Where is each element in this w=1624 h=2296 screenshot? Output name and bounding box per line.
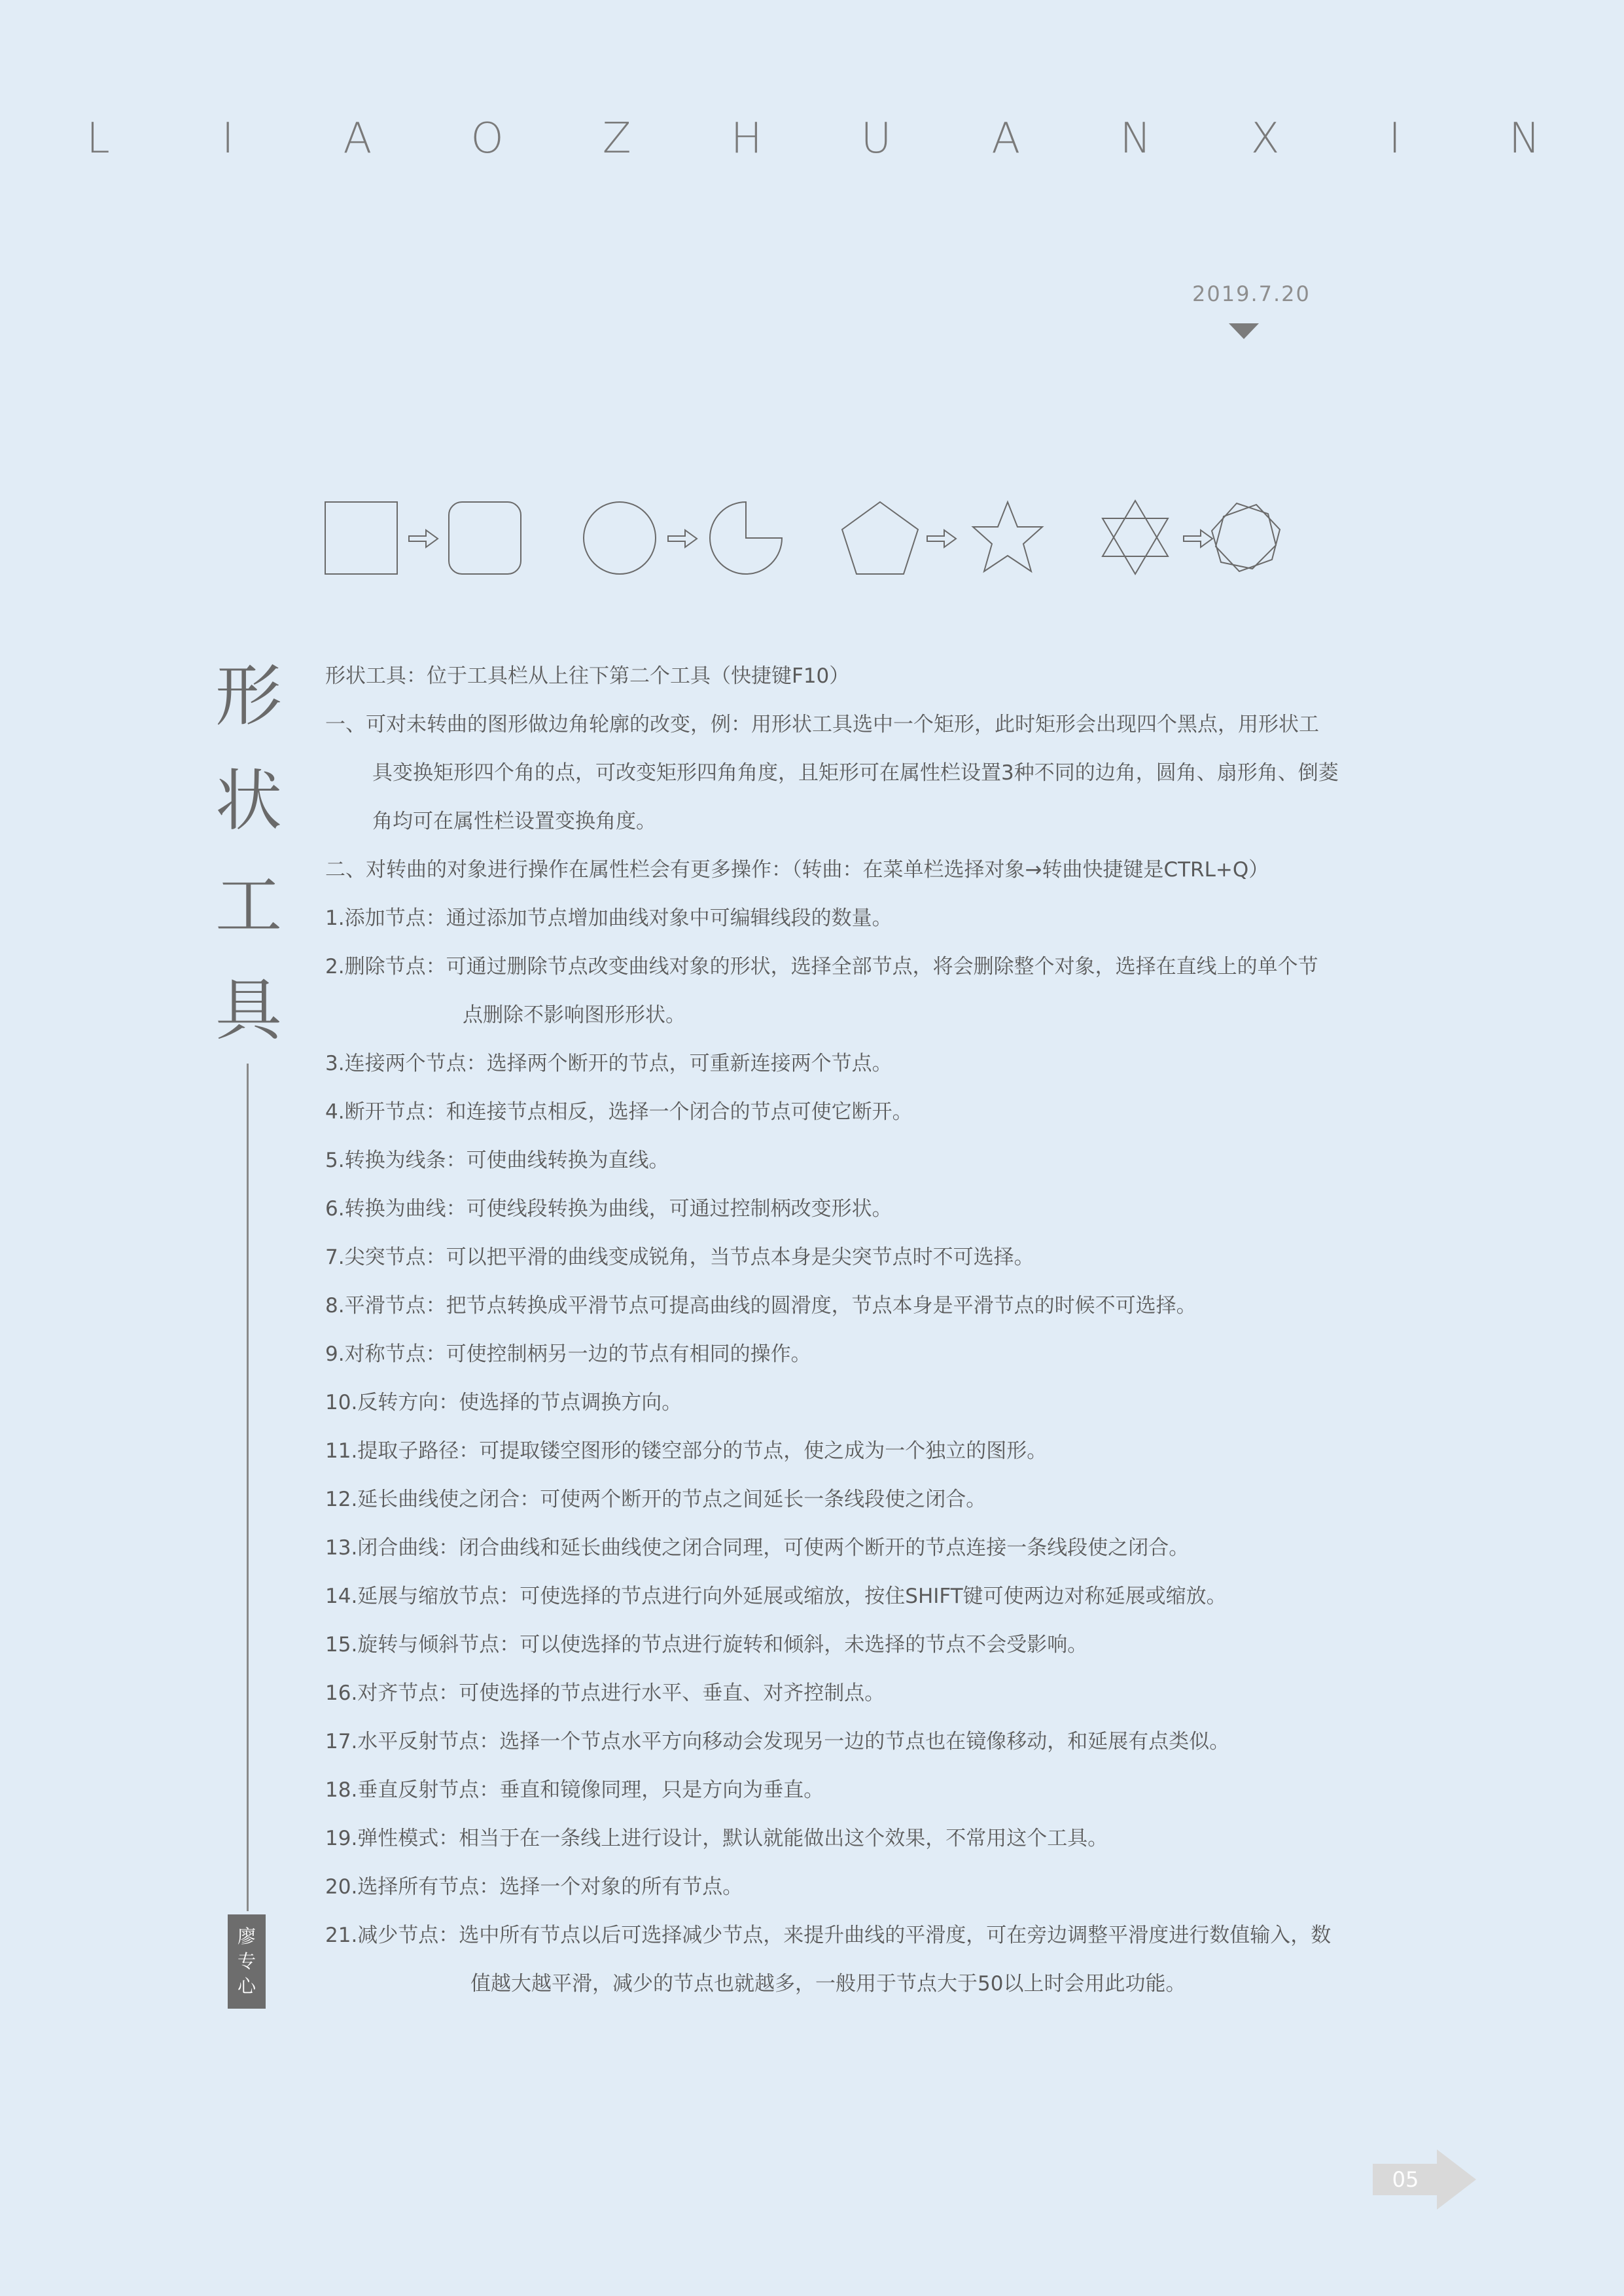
list-item: 6.转换为曲线：可使线段转换为曲线，可通过控制柄改变形状。 bbox=[325, 1197, 892, 1221]
hexagon-icon bbox=[1212, 503, 1276, 569]
header-letter: I bbox=[1388, 115, 1402, 163]
header-letter: I bbox=[221, 115, 234, 163]
list-item-cont: 点删除不影响图形形状。 bbox=[463, 1003, 686, 1027]
vertical-title bbox=[209, 645, 288, 1064]
title-char: 工 bbox=[215, 867, 282, 945]
header-letter: U bbox=[860, 115, 892, 163]
list-item: 21.减少节点：选中所有节点以后可选择减少节点，来提升曲线的平滑度，可在旁边调整平滑度进行数值输入，数 bbox=[325, 1924, 1332, 1947]
header-letter: Z bbox=[602, 115, 631, 163]
right-arrow-icon bbox=[927, 530, 956, 547]
header-letter: L bbox=[86, 115, 110, 163]
list-item: 7.尖突节点：可以把平滑的曲线变成锐角，当节点本身是尖突节点时不可选择。 bbox=[325, 1246, 1034, 1269]
list-item: 1.添加节点：通过添加节点增加曲线对象中可编辑线段的数量。 bbox=[325, 906, 892, 930]
shape-illustrations bbox=[321, 494, 1302, 579]
body-text bbox=[325, 652, 1460, 2008]
list-item: 17.水平反射节点：选择一个节点水平方向移动会发现另一边的节点也在镜像移动，和延展有点类似。 bbox=[325, 1730, 1230, 1753]
author-char: 专 bbox=[237, 1950, 256, 1972]
list-item: 8.平滑节点：把节点转换成平滑节点可提高曲线的圆滑度，节点本身是平滑节点的时候不可选择。 bbox=[325, 1294, 1197, 1318]
page-number: 05 bbox=[1392, 2167, 1419, 2192]
square-icon bbox=[325, 502, 397, 574]
header-letter: H bbox=[730, 115, 762, 163]
list-item: 15.旋转与倾斜节点：可以使选择的节点进行旋转和倾斜，未选择的节点不会受影响。 bbox=[325, 1633, 1088, 1657]
pie-icon bbox=[710, 502, 782, 574]
intro-line: 形状工具：位于工具栏从上往下第二个工具（快捷键F10） bbox=[325, 664, 850, 688]
list-item-cont: 值越大越平滑，减少的节点也就越多，一般用于节点大于50以上时会用此功能。 bbox=[470, 1972, 1186, 1996]
hexagram-icon bbox=[1103, 501, 1168, 556]
paragraph-1-cont: 具变换矩形四个角的点，可改变矩形四角角度，且矩形可在属性栏设置3种不同的边角，圆角、扇形角、倒菱 bbox=[372, 761, 1339, 785]
header-letters bbox=[79, 115, 1544, 163]
list-item: 18.垂直反射节点：垂直和镜像同理，只是方向为垂直。 bbox=[325, 1778, 824, 1802]
right-arrow-icon bbox=[409, 530, 438, 547]
header-letter: O bbox=[470, 115, 504, 163]
hexagram-icon bbox=[1103, 518, 1168, 574]
list-item: 4.断开节点：和连接节点相反，选择一个闭合的节点可使它断开。 bbox=[325, 1100, 913, 1124]
vertical-divider bbox=[247, 1064, 249, 1911]
star-icon bbox=[973, 502, 1042, 571]
header-letter: N bbox=[1120, 115, 1152, 163]
list-item: 13.闭合曲线：闭合曲线和延长曲线使之闭合同理，可使两个断开的节点连接一条线段使之闭合。 bbox=[325, 1536, 1190, 1560]
list-item: 5.转换为线条：可使曲线转换为直线。 bbox=[325, 1149, 669, 1172]
list-item: 11.提取子路径：可提取镂空图形的镂空部分的节点，使之成为一个独立的图形。 bbox=[325, 1439, 1048, 1463]
header-letter: X bbox=[1250, 115, 1280, 163]
circle-icon bbox=[584, 502, 656, 574]
down-triangle-icon bbox=[1229, 323, 1259, 339]
rounded-square-icon bbox=[449, 502, 521, 574]
list-item: 10.反转方向：使选择的节点调换方向。 bbox=[325, 1391, 682, 1414]
title-char: 状 bbox=[215, 762, 282, 840]
list-item: 3.连接两个节点：选择两个断开的节点，可重新连接两个节点。 bbox=[325, 1052, 892, 1075]
header-letter: N bbox=[1508, 115, 1540, 163]
paragraph-1: 一、可对未转曲的图形做边角轮廓的改变，例：用形状工具选中一个矩形，此时矩形会出现四个黑点，用形状工 bbox=[325, 713, 1319, 736]
header-letter: A bbox=[343, 115, 372, 163]
right-arrow-icon bbox=[668, 530, 697, 547]
list-item: 19.弹性模式：相当于在一条线上进行设计，默认就能做出这个效果，不常用这个工具。 bbox=[325, 1827, 1108, 1850]
title-char: 具 bbox=[215, 972, 282, 1050]
list-item: 2.删除节点：可通过删除节点改变曲线对象的形状，选择全部节点，将会删除整个对象，选择在直线上的单个节 bbox=[325, 955, 1318, 978]
right-arrow-icon bbox=[1184, 530, 1212, 547]
list-item: 14.延展与缩放节点：可使选择的节点进行向外延展或缩放，按住SHIFT键可使两边对称延展或缩放。 bbox=[325, 1585, 1227, 1608]
paragraph-2: 二、对转曲的对象进行操作在属性栏会有更多操作：（转曲：在菜单栏选择对象→转曲快捷键是CTRL+Q） bbox=[325, 858, 1269, 882]
list-item: 12.延长曲线使之闭合：可使两个断开的节点之间延长一条线段使之闭合。 bbox=[325, 1488, 987, 1511]
list-item: 20.选择所有节点：选择一个对象的所有节点。 bbox=[325, 1875, 743, 1899]
author-badge bbox=[228, 1914, 266, 2009]
list-item: 16.对齐节点：可使选择的节点进行水平、垂直、对齐控制点。 bbox=[325, 1681, 885, 1705]
pentagon-icon bbox=[842, 502, 918, 574]
author-char: 廖 bbox=[237, 1926, 256, 1947]
author-char: 心 bbox=[237, 1975, 256, 1997]
date-label: 2019.7.20 bbox=[1192, 281, 1311, 306]
paragraph-1-cont: 角均可在属性栏设置变换角度。 bbox=[372, 810, 656, 833]
page-arrow-icon bbox=[1437, 2149, 1476, 2210]
header-letter: A bbox=[991, 115, 1021, 163]
list-item: 9.对称节点：可使控制柄另一边的节点有相同的操作。 bbox=[325, 1342, 811, 1366]
title-char: 形 bbox=[215, 658, 282, 736]
hexagon-icon bbox=[1216, 505, 1280, 571]
